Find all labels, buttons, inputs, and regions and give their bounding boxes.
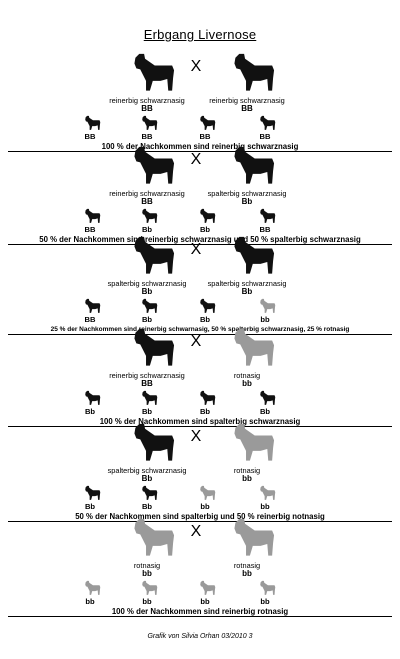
parent-right-dog-icon <box>218 420 276 463</box>
cross-summary: 50 % der Nachkommen sind spalterbig und 50 % reinerbig notnasig <box>75 512 325 521</box>
offspring-4 <box>248 483 282 511</box>
offspring-dog-icon-shape <box>85 209 100 223</box>
parent-left-label-group <box>92 562 202 578</box>
parent-left-genotype: BB <box>141 379 153 388</box>
parent-left-label-group <box>92 467 202 483</box>
offspring-dog-icon-shape <box>85 299 100 313</box>
cross-summary: 100 % der Nachkommen sind spalterbig schwarznasig <box>99 417 301 426</box>
parent-left-dog-icon <box>118 143 176 186</box>
offspring-dog-icon <box>194 578 216 597</box>
offspring-dog-icon <box>194 206 216 225</box>
parent-right-dog-icon <box>218 515 276 558</box>
parent-right-genotype: bb <box>242 379 252 388</box>
parent-left-label-group <box>92 97 202 113</box>
offspring-2 <box>130 206 164 234</box>
parent-right-dog-icon <box>218 233 276 276</box>
parent-right-label-group <box>192 562 302 578</box>
offspring-dog-icon-shape <box>142 391 157 405</box>
cross-block-5 <box>0 420 400 524</box>
parent-left-dog-icon-shape <box>134 329 174 366</box>
offspring-genotype: bb <box>260 315 270 324</box>
offspring-dog-icon-shape <box>85 391 100 405</box>
offspring-3 <box>188 483 222 511</box>
parent-right-label: rotnasig <box>233 561 261 570</box>
offspring-genotype: BB <box>199 132 211 141</box>
offspring-4 <box>248 296 282 324</box>
parent-left-label: reinerbig schwarznasig <box>109 96 185 105</box>
offspring-dog-icon <box>194 296 216 315</box>
offspring-dog-icon-shape <box>260 581 275 595</box>
offspring-dog-icon <box>136 206 158 225</box>
offspring-genotype: BB <box>84 132 96 141</box>
parent-left-label: reinerbig schwarznasig <box>109 371 185 380</box>
offspring-genotype: bb <box>200 597 210 606</box>
cross-block-1 <box>0 50 400 154</box>
offspring-dog-icon-shape <box>200 391 215 405</box>
parent-right-label: reinerbig schwarznasig <box>209 96 285 105</box>
offspring-dog-icon <box>79 113 101 132</box>
offspring-dog-icon-shape <box>200 209 215 223</box>
offspring-dog-icon-shape <box>260 209 275 223</box>
offspring-genotype: BB <box>84 225 96 234</box>
offspring-2 <box>130 483 164 511</box>
parent-right-label-group <box>192 97 302 113</box>
offspring-genotype: Bb <box>141 315 153 324</box>
offspring-genotype: BB <box>84 315 96 324</box>
offspring-dog-icon-shape <box>200 581 215 595</box>
offspring-genotype: Bb <box>84 502 96 511</box>
offspring-dog-icon <box>136 578 158 597</box>
parent-left-dog-icon-shape <box>134 237 174 274</box>
parent-right-dog-icon-shape <box>234 519 274 556</box>
offspring-dog-icon-shape <box>260 116 275 130</box>
parent-right-dog-icon <box>218 143 276 186</box>
parent-left-label-group <box>92 190 202 206</box>
parent-left-dog-icon-shape <box>134 147 174 184</box>
offspring-dog-icon-shape <box>260 299 275 313</box>
parent-right-dog-icon-shape <box>234 424 274 461</box>
parent-left-dog-icon <box>118 50 176 93</box>
offspring-dog-icon-shape <box>142 581 157 595</box>
offspring-genotype: Bb <box>259 407 271 416</box>
offspring-genotype: bb <box>260 597 270 606</box>
offspring-2 <box>130 113 164 141</box>
diagram-title: Erbgang Livernose <box>143 27 257 42</box>
offspring-genotype: Bb <box>141 502 153 511</box>
parent-right-dog-icon-shape <box>234 54 274 91</box>
offspring-genotype: BB <box>259 225 271 234</box>
offspring-dog-icon-shape <box>142 209 157 223</box>
offspring-dog-icon-shape <box>200 486 215 500</box>
cross-summary: 50 % der Nachkommen sind reinerbig schwarznasig und 50 % spalterbig schwarznasig <box>39 235 361 244</box>
offspring-dog-icon-shape <box>85 486 100 500</box>
parent-right-dog <box>218 420 276 466</box>
offspring-dog-icon-shape <box>260 486 275 500</box>
offspring-dog-icon-shape <box>85 581 100 595</box>
parent-right-dog <box>218 325 276 371</box>
offspring-1 <box>73 388 107 416</box>
parent-right-label: rotnasig <box>233 466 261 475</box>
parent-right-dog-icon <box>218 325 276 368</box>
offspring-dog-icon <box>254 113 276 132</box>
offspring-2 <box>130 578 164 606</box>
parent-right-genotype: Bb <box>241 197 253 206</box>
parent-left-dog-icon <box>118 515 176 558</box>
parent-left-dog-icon-shape <box>134 54 174 91</box>
parent-left-dog <box>118 515 176 561</box>
offspring-3 <box>188 578 222 606</box>
parent-left-dog <box>118 420 176 466</box>
parent-right-label-group <box>192 190 302 206</box>
offspring-dog-icon <box>79 296 101 315</box>
offspring-4 <box>248 113 282 141</box>
offspring-genotype: bb <box>200 502 210 511</box>
parent-left-dog <box>118 143 176 189</box>
offspring-1 <box>73 296 107 324</box>
parent-right-genotype: bb <box>242 474 252 483</box>
offspring-4 <box>248 388 282 416</box>
parent-right-label-group <box>192 467 302 483</box>
parent-right-dog <box>218 233 276 279</box>
parent-left-label-group <box>92 280 202 296</box>
offspring-3 <box>188 206 222 234</box>
offspring-dog-icon <box>194 388 216 407</box>
offspring-dog-icon <box>79 483 101 502</box>
offspring-3 <box>188 388 222 416</box>
parent-left-dog-icon <box>118 420 176 463</box>
parent-left-dog <box>118 233 176 279</box>
parent-right-dog <box>218 515 276 561</box>
offspring-1 <box>73 578 107 606</box>
parent-right-dog-icon-shape <box>234 147 274 184</box>
parent-left-genotype: Bb <box>141 287 153 296</box>
offspring-dog-icon-shape <box>200 299 215 313</box>
cross-block-2 <box>0 143 400 247</box>
parent-right-label-group <box>192 372 302 388</box>
offspring-1 <box>73 483 107 511</box>
parent-right-label: rotnasig <box>233 371 261 380</box>
parent-right-dog <box>218 143 276 189</box>
cross-symbol: X <box>190 58 202 75</box>
parent-left-dog <box>118 325 176 371</box>
parent-left-dog-icon-shape <box>134 519 174 556</box>
offspring-2 <box>130 388 164 416</box>
parent-right-label-group <box>192 280 302 296</box>
offspring-genotype: Bb <box>141 407 153 416</box>
parent-right-label: spalterbig schwarznasig <box>207 279 287 288</box>
parent-left-genotype: BB <box>141 197 153 206</box>
offspring-2 <box>130 296 164 324</box>
offspring-dog-icon <box>254 296 276 315</box>
offspring-dog-icon <box>254 483 276 502</box>
parent-right-genotype: BB <box>241 104 253 113</box>
parent-right-genotype: Bb <box>241 287 253 296</box>
offspring-genotype: Bb <box>84 407 96 416</box>
parent-right-genotype: bb <box>242 569 252 578</box>
cross-summary: 100 % der Nachkommen sind reinerbig schwarznasig <box>101 142 299 151</box>
offspring-dog-icon-shape <box>260 391 275 405</box>
offspring-genotype: bb <box>142 597 152 606</box>
offspring-3 <box>188 296 222 324</box>
offspring-dog-icon-shape <box>85 116 100 130</box>
offspring-genotype: Bb <box>141 225 153 234</box>
cross-block-4 <box>0 325 400 429</box>
parent-right-dog-icon-shape <box>234 329 274 366</box>
summary-underline <box>8 616 392 617</box>
offspring-dog-icon <box>79 578 101 597</box>
offspring-dog-icon <box>136 388 158 407</box>
parent-left-dog <box>118 50 176 96</box>
parent-left-label: rotnasig <box>133 561 161 570</box>
offspring-dog-icon-shape <box>142 116 157 130</box>
cross-symbol: X <box>190 241 202 258</box>
cross-symbol: X <box>190 151 202 168</box>
parent-left-dog-icon <box>118 325 176 368</box>
cross-symbol: X <box>190 333 202 350</box>
offspring-genotype: Bb <box>199 315 211 324</box>
offspring-dog-icon-shape <box>200 116 215 130</box>
parent-right-dog-icon <box>218 50 276 93</box>
offspring-genotype: BB <box>259 132 271 141</box>
offspring-dog-icon <box>79 388 101 407</box>
parent-left-dog-icon <box>118 233 176 276</box>
offspring-dog-icon <box>254 578 276 597</box>
offspring-1 <box>73 206 107 234</box>
offspring-4 <box>248 578 282 606</box>
offspring-dog-icon-shape <box>142 299 157 313</box>
parent-left-genotype: BB <box>141 104 153 113</box>
offspring-4 <box>248 206 282 234</box>
cross-block-6 <box>0 515 400 619</box>
parent-left-label: reinerbig schwarznasig <box>109 189 185 198</box>
offspring-dog-icon <box>254 206 276 225</box>
offspring-dog-icon <box>194 483 216 502</box>
offspring-1 <box>73 113 107 141</box>
parent-left-genotype: bb <box>142 569 152 578</box>
parent-right-label: spalterbig schwarznasig <box>207 189 287 198</box>
cross-symbol: X <box>190 428 202 445</box>
parent-left-label: spalterbig schwarznasig <box>107 466 187 475</box>
offspring-genotype: Bb <box>199 225 211 234</box>
offspring-dog-icon <box>136 483 158 502</box>
offspring-dog-icon <box>79 206 101 225</box>
offspring-dog-icon <box>136 296 158 315</box>
offspring-genotype: BB <box>141 132 153 141</box>
offspring-genotype: bb <box>260 502 270 511</box>
cross-summary: 100 % der Nachkommen sind reinerbig rotnasig <box>111 607 289 616</box>
offspring-dog-icon <box>254 388 276 407</box>
offspring-dog-icon <box>194 113 216 132</box>
parent-left-label: spalterbig schwarznasig <box>107 279 187 288</box>
cross-block-3 <box>0 233 400 337</box>
offspring-genotype: bb <box>85 597 95 606</box>
cross-symbol: X <box>190 523 202 540</box>
parent-right-dog-icon-shape <box>234 237 274 274</box>
offspring-dog-icon-shape <box>142 486 157 500</box>
offspring-dog-icon <box>136 113 158 132</box>
cross-summary: 25 % der Nachkommen sind reinerbig schwarnasig, 50 % spalterbig schwarznasig, 25 % rotnasig <box>50 326 350 333</box>
offspring-genotype: Bb <box>199 407 211 416</box>
parent-right-dog <box>218 50 276 96</box>
parent-left-dog-icon-shape <box>134 424 174 461</box>
parent-left-genotype: Bb <box>141 474 153 483</box>
offspring-3 <box>188 113 222 141</box>
credit-line: Grafik von Silvia Orhan 03/2010 3 <box>147 633 253 640</box>
parent-left-label-group <box>92 372 202 388</box>
